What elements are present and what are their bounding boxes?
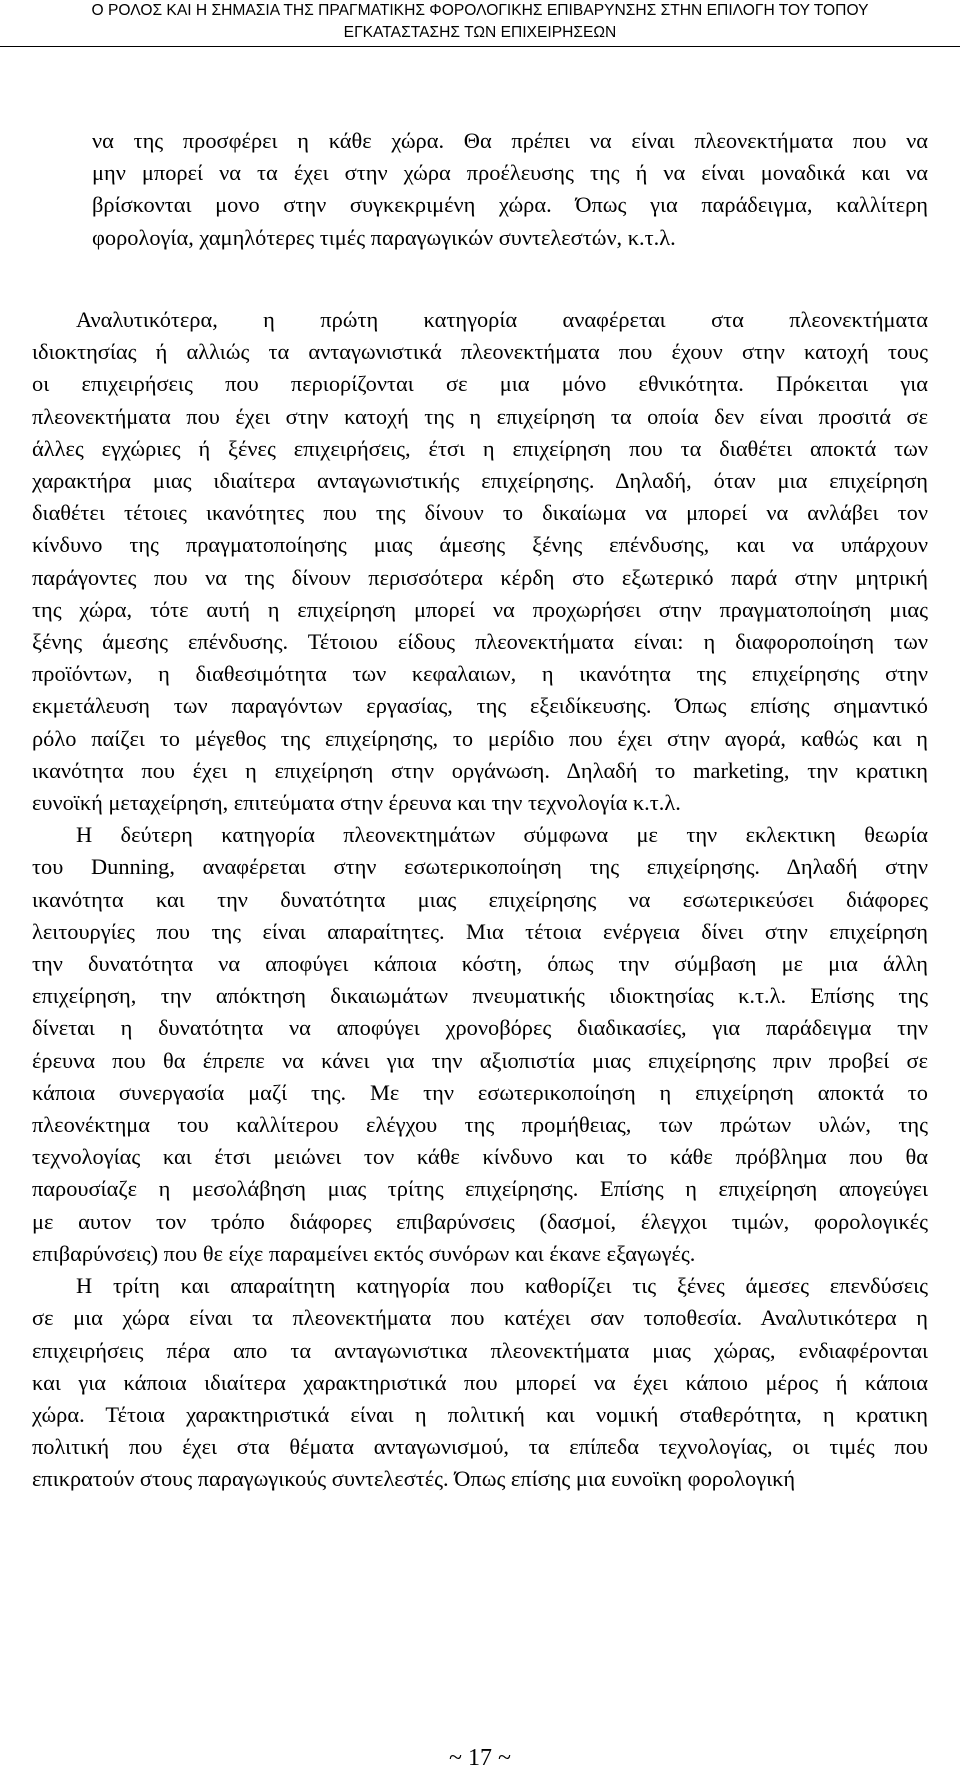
main-line: τεχνολογίας και έτσι μειώνει τον κάθε κίνδυνο και το κάθε πρόβλημα που θα <box>32 1144 928 1170</box>
main-line: οι επιχειρήσεις που περιορίζονται σε μια μόνο εθνικότητα. Πρόκειται για <box>32 371 928 397</box>
main-line: κίνδυνο της πραγματοποίησης μιας άμεσης ξένης επένδυσης, και να υπάρχουν <box>32 532 928 558</box>
main-line: προϊόντων, η διαθεσιμότητα των κεφαλαιων, η ικανότητα της επιχείρησης στην <box>32 661 928 687</box>
main-line: πολιτική που έχει στα θέματα ανταγωνισμού, τα επίπεδα τεχνολογίας, οι τιμές που <box>32 1434 928 1460</box>
main-line: κάποια συνεργασία μαζί της. Με την εσωτερικοποίηση η επιχείρηση αποκτά το <box>32 1079 928 1105</box>
intro-line: φορολογία, χαμηλότερες τιμές παραγωγικών συντελεστών, κ.τ.λ. <box>92 224 676 250</box>
main-line: την δυνατότητα να αποφύγει κάποια κόστη, όπως την σύμβαση με μια άλλη <box>32 951 928 977</box>
main-line: δίνεται η δυνατότητα να αποφύγει χρονοβόρες διαδικασίες, για παράδειγμα την <box>32 1015 928 1041</box>
main-line: πλεονεκτήματα που έχει στην κατοχή της η επιχείρηση τα οποία δεν είναι προσιτά σε <box>32 403 928 429</box>
header-title-line-2: ΕΓΚΑΤΑΣΤΑΣΗΣ ΤΩΝ ΕΠΙΧΕΙΡΗΣΕΩΝ <box>343 24 617 41</box>
main-line: Η δεύτερη κατηγορία πλεονεκτημάτων σύμφωνα με την εκλεκτικη θεωρία <box>76 822 928 848</box>
main-line: και για κάποια ιδιαίτερα χαρακτηριστικά που μπορεί να έχει κάποιο μέρος ή κάποια <box>32 1369 928 1395</box>
main-line: ρόλο παίζει το μέγεθος της επιχείρησης, το μερίδιο που έχει στην αγορά, καθώς και η <box>32 725 928 751</box>
header-title-line-1: Ο ΡΟΛΟΣ ΚΑΙ Η ΣΗΜΑΣΙΑ ΤΗΣ ΠΡΑΓΜΑΤΙΚΗΣ ΦΟΡΟΛΟΓΙΚΗΣ ΕΠΙΒΑΡΥΝΣΗΣ ΣΤΗΝ ΕΠΙΛΟΓΗ ΤΟΥ ΤΟΠΟΥ <box>91 2 869 19</box>
main-line: χώρα. Τέτοια χαρακτηριστικά είναι η πολιτική και νομική σταθερότητα, η κρατικη <box>32 1401 928 1427</box>
running-header <box>0 0 960 44</box>
main-line: εκμετάλευση των παραγόντων εργασίας, της εξειδίκευσης. Όπως επίσης σημαντικό <box>32 693 928 719</box>
main-line: άλλες εγχώριες ή ξένες επιχειρήσεις, έτσι η επιχείρηση που τα διαθέτει αποκτά των <box>32 435 928 461</box>
main-line: ικανότητα και την δυνατότητα μιας επιχείρησης να εσωτερικεύσει διάφορες <box>32 886 928 912</box>
main-line: παρουσίαζε η μεσολάβηση μιας τρίτης επιχείρησης. Επίσης η επιχείρηση απογεύγει <box>32 1176 928 1202</box>
intro-line: να της προσφέρει η κάθε χώρα. Θα πρέπει να είναι πλεονεκτήματα που να <box>92 128 928 153</box>
main-line: ευνοϊκή μεταχείρηση, επιτεύματα στην έρευνα και την τεχνολογία κ.τ.λ. <box>32 790 681 816</box>
main-line: πλεονέκτημα του καλλίτερου ελέγχου της προμήθειας, των πρώτων υλών, της <box>32 1112 928 1138</box>
page-number: ~ 17 ~ <box>449 1745 511 1771</box>
main-line: σε μια χώρα είναι τα πλεονεκτήματα που κατέχει σαν τοποθεσία. Αναλυτικότερα η <box>32 1305 928 1331</box>
main-line: έρευνα που θα έπρεπε να κάνει για την αξιοπιστία μιας επιχείρησης πριν προβεί σε <box>32 1047 928 1073</box>
main-line: Η τρίτη και απαραίτητη κατηγορία που καθορίζει τις ξένες άμεσες επενδύσεις <box>76 1273 928 1299</box>
main-line: διαθέτει τέτοιες ικανότητες που της δίνουν το δικαίωμα να μπορεί να ανλάβει τον <box>32 500 928 526</box>
main-line: με αυτον τον τρόπο διάφορες επιβαρύνσεις (δασμοί, έλεγχοι τιμών, φορολογικές <box>32 1208 928 1234</box>
main-line: επιχείρηση, την απόκτηση δικαιωμάτων πνευματικής ιδιοκτησίας κ.τ.λ. Επίσης της <box>32 983 928 1009</box>
main-line: του Dunning, αναφέρεται στην εσωτερικοποίηση της επιχείρησης. Δηλαδή στην <box>32 854 928 880</box>
main-line: Αναλυτικότερα, η πρώτη κατηγορία αναφέρεται στα πλεονεκτήματα <box>76 307 928 332</box>
main-line: ξένης άμεσης επένδυσης. Τέτοιου είδους πλεονεκτήματα είναι: η διαφοροποίηση των <box>32 629 928 655</box>
intro-line: βρίσκονται μονο στην συγκεκριμένη χώρα. Όπως για παράδειγμα, καλλίτερη <box>92 192 928 218</box>
main-line: επιχειρήσεις πέρα απο τα ανταγωνιστικα πλεονεκτήματα μιας χώρας, ενδιαφέρονται <box>32 1337 928 1363</box>
body-text <box>32 304 928 1496</box>
header-divider <box>0 46 960 47</box>
main-line: της χώρα, τότε αυτή η επιχείρηση μπορεί να προχωρήσει στην πραγματοποίηση μιας <box>32 596 928 622</box>
intro-paragraph <box>92 125 928 254</box>
main-line: ιδιοκτησίας ή αλλιώς τα ανταγωνιστικά πλεονεκτήματα που έχουν στην κατοχή τους <box>32 339 928 365</box>
main-line: λειτουργίες που της είναι απαραίτητες. Μια τέτοια ενέργεια δίνει στην επιχείρηση <box>32 918 928 944</box>
main-line: επικρατούν στους παραγωγικούς συντελεστές. Όπως επίσης μια ευνοϊκη φορολογική <box>32 1466 796 1492</box>
main-line: παράγοντες που να της δίνουν περισσότερα κέρδη στο εξωτερικό παρά στην μητρική <box>32 564 928 590</box>
main-line: χαρακτήρα μιας ιδιαίτερα ανταγωνιστικής επιχείρησης. Δηλαδή, όταν μια επιχείρηση <box>32 468 928 494</box>
intro-line: μην μπορεί να τα έχει στην χώρα προέλευσης της ή να είναι μοναδικά και να <box>92 160 928 186</box>
main-line: επιβαρύνσεις) που θε είχε παραμείνει εκτός συνόρων και έκανε εξαγωγές. <box>32 1240 696 1266</box>
main-line: ικανότητα που έχει η επιχείρηση στην οργάνωση. Δηλαδή το marketing, την κρατικη <box>32 757 928 783</box>
